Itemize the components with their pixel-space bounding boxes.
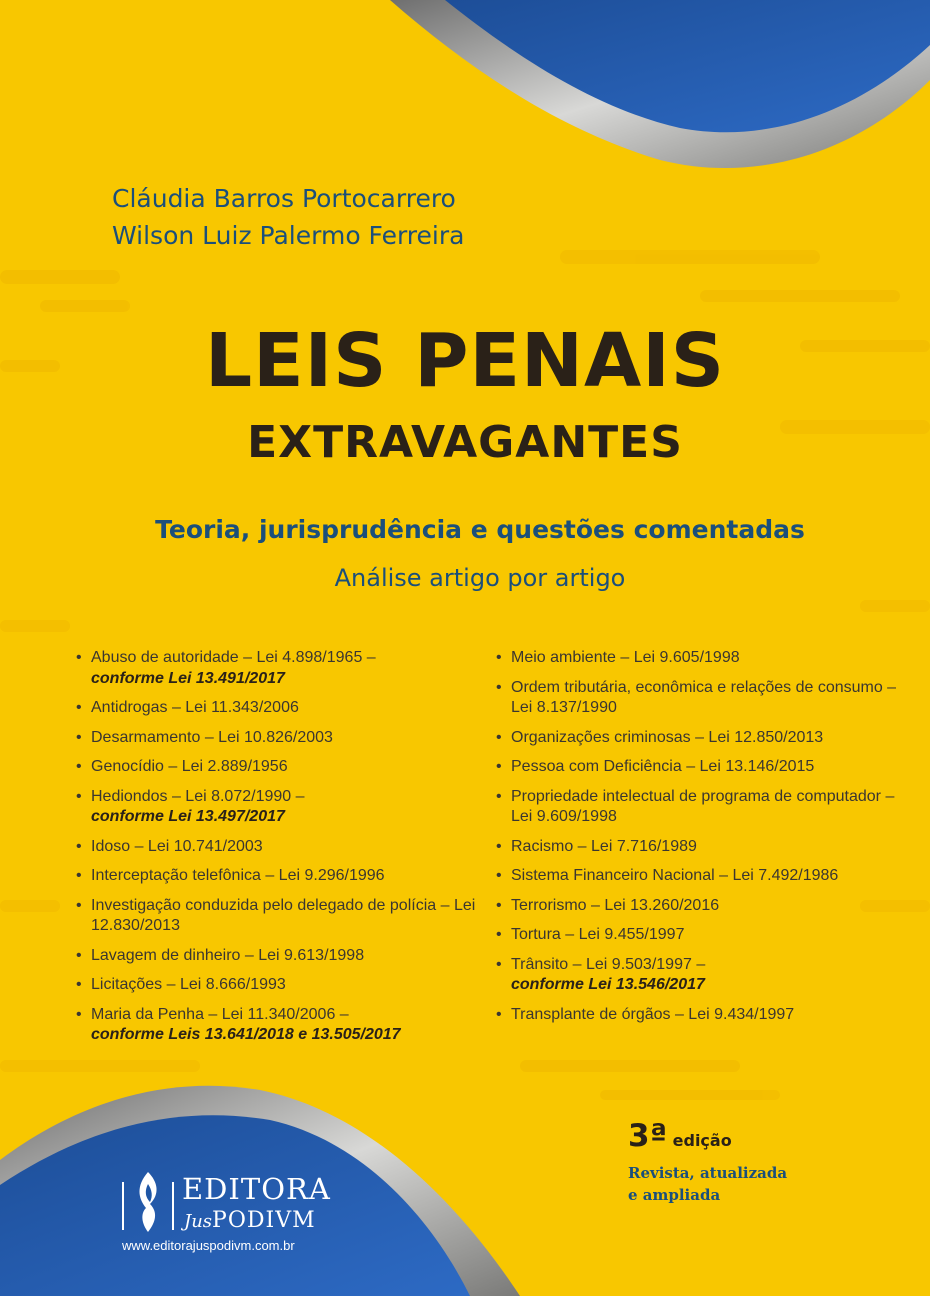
topic-item [76, 1005, 476, 1046]
topic-item [496, 648, 916, 669]
bullet-icon: • [496, 787, 502, 805]
topic-text: Lavagem de dinheiro – Lei 9.613/1998 [91, 946, 365, 964]
topic-text: Trânsito – Lei 9.503/1997 – [511, 955, 706, 973]
topic-text: Tortura – Lei 9.455/1997 [511, 926, 685, 943]
bullet-icon: • [76, 896, 82, 914]
bullet-icon: • [76, 758, 82, 775]
topic-text: Investigação conduzida pelo delegado de polícia – Lei 12.830/2013 [91, 896, 476, 934]
topic-text: Pessoa com Deficiência – Lei 13.146/2015 [511, 758, 815, 775]
bullet-icon: • [496, 1005, 502, 1023]
topic-item [496, 678, 916, 719]
topic-item [76, 757, 476, 778]
topic-text: Abuso de autoridade – Lei 4.898/1965 – [91, 649, 376, 666]
edition-word: edição [672, 1131, 732, 1150]
topics-right-list [496, 648, 916, 1034]
edition-label [628, 1118, 732, 1154]
bullet-icon: • [76, 946, 82, 964]
bullet-icon: • [76, 976, 82, 993]
quill-flame-icon [120, 1170, 176, 1236]
bullet-icon: • [76, 837, 82, 855]
author-2: Wilson Luiz Palermo Ferreira [112, 221, 465, 250]
topic-item [76, 946, 476, 967]
topic-note: conforme Lei 13.546/2017 [511, 976, 705, 993]
topic-item [496, 728, 916, 749]
topic-text: Organizações criminosas – Lei 12.850/2013 [511, 728, 824, 746]
topic-text: Desarmamento – Lei 10.826/2003 [91, 728, 333, 746]
topic-text: Ordem tributária, econômica e relações de consumo – Lei 8.137/1990 [511, 678, 897, 716]
bullet-icon: • [496, 678, 502, 696]
topic-text: Transplante de órgãos – Lei 9.434/1997 [511, 1005, 795, 1023]
bullet-icon: • [76, 1005, 82, 1023]
topic-item [76, 896, 476, 937]
topic-item [496, 757, 916, 778]
topics-left-list [76, 648, 476, 1055]
bullet-icon: • [76, 649, 82, 666]
topic-item [496, 955, 916, 996]
topic-item [76, 787, 476, 828]
bullet-icon: • [496, 955, 502, 973]
topic-text: Racismo – Lei 7.716/1989 [511, 837, 697, 855]
publisher-subname [184, 1208, 316, 1233]
publisher-podivm: PODIVM [212, 1208, 316, 1233]
publisher-name: EDITORA [182, 1172, 331, 1206]
publisher-jus: Jus [184, 1211, 213, 1232]
topic-text: Propriedade intelectual de programa de computador – Lei 9.609/1998 [511, 787, 895, 825]
topic-text: Interceptação telefônica – Lei 9.296/1996 [91, 867, 385, 884]
topic-text: Genocídio – Lei 2.889/1956 [91, 758, 288, 775]
topic-note: conforme Lei 13.497/2017 [91, 808, 285, 825]
topic-note: conforme Lei 13.491/2017 [91, 669, 285, 687]
book-title-line1: LEIS PENAIS [204, 318, 726, 404]
topic-note: conforme Leis 13.641/2018 e 13.505/2017 [91, 1026, 401, 1043]
topic-item [76, 975, 476, 996]
topic-item [496, 1005, 916, 1026]
book-subtitle-secondary: Análise artigo por artigo [334, 564, 626, 592]
bullet-icon: • [76, 787, 82, 805]
topic-item [76, 837, 476, 858]
book-title-line2: EXTRAVAGANTES [247, 417, 683, 468]
topic-text: Antidrogas – Lei 11.343/2006 [91, 699, 299, 716]
topic-item [76, 728, 476, 749]
bullet-icon: • [496, 649, 502, 666]
bullet-icon: • [76, 867, 82, 884]
bullet-icon: • [496, 758, 502, 775]
bullet-icon: • [496, 728, 502, 746]
edition-note-line2: e ampliada [628, 1186, 721, 1204]
topic-item [76, 648, 476, 689]
author-1: Cláudia Barros Portocarrero [112, 184, 456, 213]
topic-text: Licitações – Lei 8.666/1993 [91, 976, 286, 993]
topic-item [496, 925, 916, 946]
bullet-icon: • [496, 837, 502, 855]
bullet-icon: • [76, 699, 82, 716]
topic-item [496, 866, 916, 887]
edition-note [628, 1162, 787, 1206]
publisher-website: www.editorajuspodivm.com.br [122, 1238, 295, 1253]
topic-text: Hediondos – Lei 8.072/1990 – [91, 787, 305, 805]
bullet-icon: • [76, 728, 82, 746]
topic-item [76, 698, 476, 719]
topic-text: Meio ambiente – Lei 9.605/1998 [511, 649, 740, 666]
topic-item [496, 837, 916, 858]
book-subtitle: Teoria, jurisprudência e questões comentadas [155, 515, 805, 544]
bullet-icon: • [496, 896, 502, 914]
topic-item [496, 896, 916, 917]
topic-item [496, 787, 916, 828]
topic-text: Maria da Penha – Lei 11.340/2006 – [91, 1005, 349, 1023]
topic-text: Idoso – Lei 10.741/2003 [91, 837, 263, 855]
edition-number: 3ª [628, 1118, 668, 1154]
topic-text: Sistema Financeiro Nacional – Lei 7.492/1986 [511, 867, 839, 884]
edition-note-line1: Revista, atualizada [628, 1164, 788, 1182]
topic-text: Terrorismo – Lei 13.260/2016 [511, 896, 720, 914]
authors [112, 180, 464, 254]
bullet-icon: • [496, 926, 502, 943]
topic-item [76, 866, 476, 887]
bullet-icon: • [496, 867, 502, 884]
